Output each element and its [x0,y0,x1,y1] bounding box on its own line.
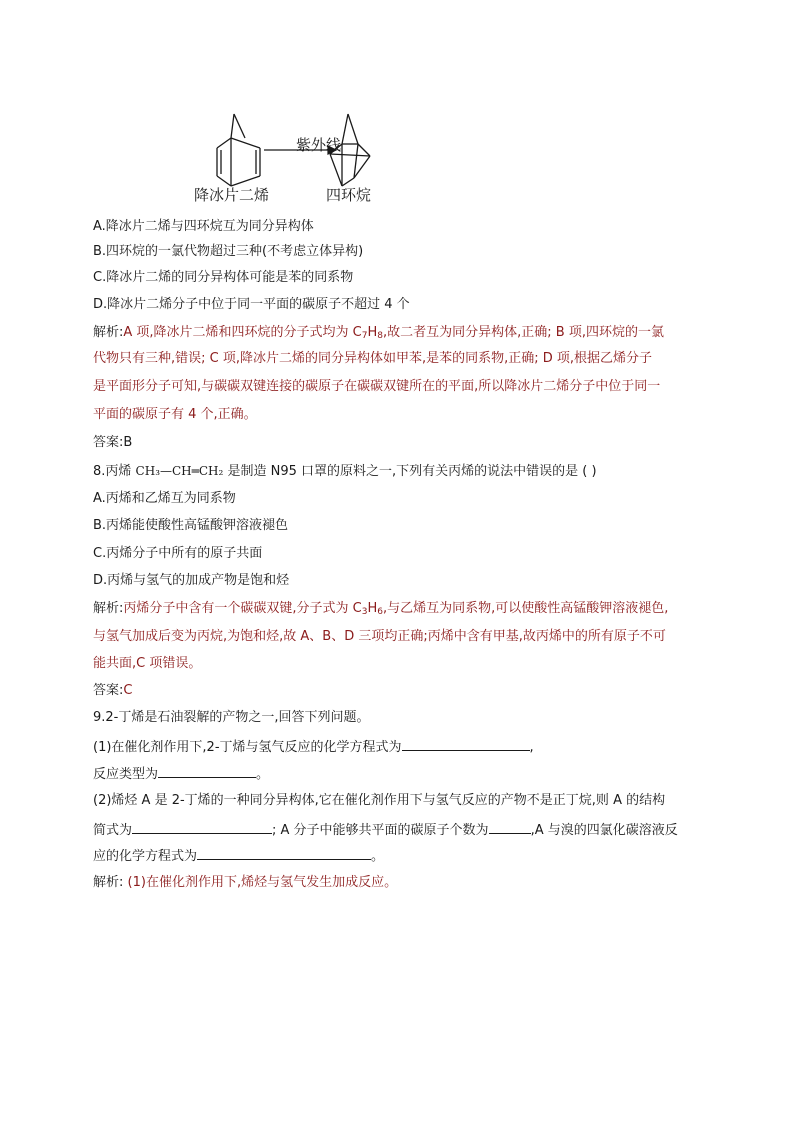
punctuation: 。 [371,849,385,864]
answer-prefix: 答案: [93,683,124,698]
q7-option-d: D.降冰片二烯分子中位于同一平面的碳原子不超过 4 个 [93,297,410,312]
analysis-text: (1)在催化剂作用下,烯烃与氢气发生加成反应。 [127,875,398,890]
analysis-text: A 项,降冰片二烯和四环烷的分子式均为 C [123,325,362,340]
q8-answer [93,682,132,700]
analysis-text: 丙烯分子中含有一个碳碳双键,分子式为 C [123,601,362,616]
reaction-figure [190,108,390,208]
q9-reaction-type-text: 反应类型为 [93,767,159,782]
q8-analysis-line-2: 与氢气加成后变为丙烷,为饱和烃,故 A、B、D 三项均正确;丙烯中含有甲基,故丙烯中的所有原子不可 [93,629,666,644]
norbornadiene-label: 降冰片二烯 [194,186,270,204]
q8-option-c: C.丙烯分子中所有的原子共面 [93,546,263,561]
q8-option-d: D.丙烯与氢气的加成产物是饱和烃 [93,573,290,588]
analysis-prefix: 解析: [93,601,124,616]
analysis-prefix: 解析: [93,325,124,340]
coplanar-count-blank[interactable] [489,820,531,834]
q9-part1-text: (1)在催化剂作用下,2-丁烯与氢气反应的化学方程式为 [93,740,402,755]
arrow-label: 紫外线 [296,136,342,154]
q9-coplanar-text: ; A 分子中能够共平面的碳原子个数为 [272,823,489,838]
q7-analysis-line-3: 是平面形分子可知,与碳碳双键连接的碳原子在碳碳双键所在的平面,所以降冰片二烯分子中位于同一 [93,379,661,394]
q9-analysis [93,874,397,892]
q7-option-c: C.降冰片二烯的同分异构体可能是苯的同系物 [93,270,354,285]
analysis-text: ,故二者互为同分异构体,正确; B 项,四环烷的一氯 [383,325,664,340]
formula-subscript: 8 [377,331,384,341]
q7-option-a: A.降冰片二烯与四环烷互为同分异构体 [93,219,314,234]
analysis-text: H [367,325,378,340]
analysis-text: H [367,601,378,616]
q8-analysis-line-3: 能共面,C 项错误。 [93,656,202,671]
q8-analysis-line-1 [93,600,668,621]
q9-part2-line2 [93,820,678,840]
q7-analysis-line-2: 代物只有三种,错误; C 项,降冰片二烯的同分异构体如甲苯,是苯的同系物,正确; D 项,根据乙烯分子 [93,351,653,366]
q7-analysis-line-4: 平面的碳原子有 4 个,正确。 [93,407,257,422]
structure-formula-blank[interactable] [132,820,272,834]
quadricyclane-label: 四环烷 [326,186,372,204]
punctuation: 。 [256,767,270,782]
norbornadiene-structure [217,114,260,186]
bromine-equation-blank[interactable] [197,846,371,860]
punctuation: , [529,740,534,755]
formula-subscript: 6 [377,607,383,617]
q8-stem-prefix: 8.丙烯 [93,464,132,479]
analysis-prefix: 解析: [93,875,124,890]
reaction-type-blank[interactable] [158,764,256,778]
q7-answer: 答案:B [93,435,133,450]
q9-bromine-text: ,A 与溴的四氯化碳溶液反 [530,823,678,838]
q7-analysis-line-1 [93,324,664,345]
q9-part1-line1 [93,737,534,757]
q8-option-b: B.丙烯能使酸性高锰酸钾溶液褪色 [93,518,289,533]
q8-stem-suffix: 是制造 N95 口罩的原料之一,下列有关丙烯的说法中错误的是 ( ) [227,464,597,479]
q9-equation-text: 应的化学方程式为 [93,849,198,864]
equation-blank[interactable] [402,737,530,751]
q9-part2-line1: (2)烯烃 A 是 2-丁烯的一种同分异构体,它在催化剂作用下与氢气反应的产物不是正丁烷,则 A 的结构 [93,793,666,808]
q9-stem: 9.2-丁烯是石油裂解的产物之一,回答下列问题。 [93,710,370,725]
q9-part1-line2 [93,764,269,784]
q9-structure-text: 简式为 [93,823,133,838]
propene-formula: CH₃—CH═CH₂ [135,464,224,478]
analysis-text: ,与乙烯互为同系物,可以使酸性高锰酸钾溶液褪色, [382,601,669,616]
q9-part2-line3 [93,846,384,866]
formula-subscript: 7 [361,331,368,341]
formula-subscript: 3 [361,607,368,617]
q8-option-a: A.丙烯和乙烯互为同系物 [93,491,236,506]
q8-stem [93,462,597,481]
q7-option-b: B.四环烷的一氯代物超过三种(不考虑立体异构) [93,244,364,259]
answer-value: C [123,683,133,698]
